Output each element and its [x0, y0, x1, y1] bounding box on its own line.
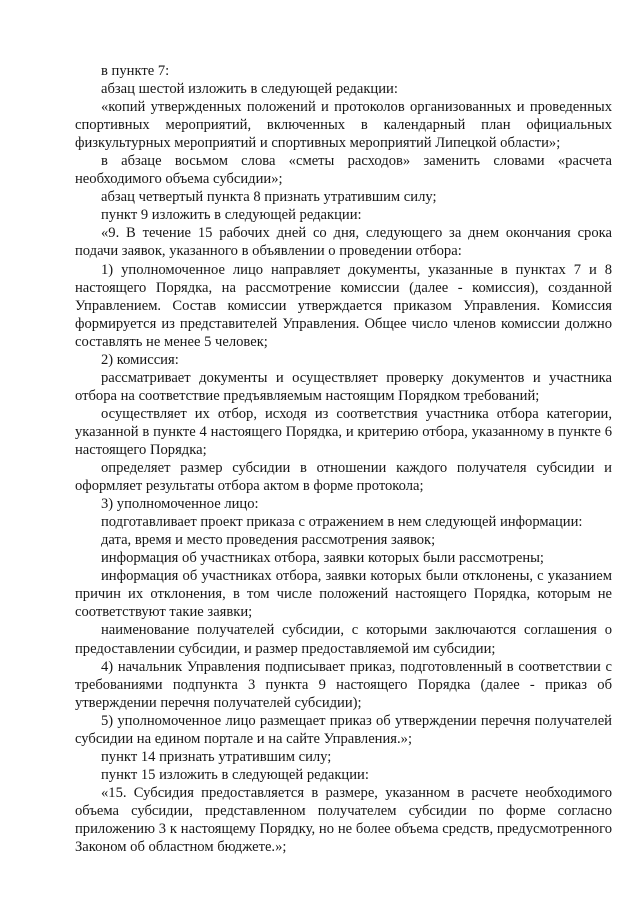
paragraph: осуществляет их отбор, исходя из соответствия участника отбора категории, указанной в пункте 4 настоящего Порядка, и критерию отбора, указанному в пункте 6 настоящего Порядка; [75, 405, 612, 458]
paragraph: в пункте 7: [101, 63, 170, 79]
document-body [75, 62, 612, 856]
paragraph: «копий утвержденных положений и протоколов организованных и проведенных спортивных мероприятий, включенных в календарный план официальных физкультурных мероприятий и спортивных мероприятий Липецкой области»; [75, 99, 612, 152]
paragraph: пункт 15 изложить в следующей редакции: [101, 766, 369, 783]
paragraph: абзац четвертый пункта 8 признать утратившим силу; [101, 189, 437, 206]
paragraph: в абзаце восьмом слова «сметы расходов» заменить словами «расчета необходимого объема субсидии»; [75, 153, 612, 188]
paragraph: «15. Субсидия предоставляется в размере, указанном в расчете необходимого объема субсидии, представленном получателем субсидии по форме согласно приложению 3 к настоящему Порядку, но не более объема средств, предусмотренного Законом об областном бюджете.»; [75, 784, 612, 856]
paragraph: 2) комиссия: [101, 351, 179, 368]
paragraph: пункт 9 изложить в следующей редакции: [101, 207, 362, 224]
paragraph: 3) уполномоченное лицо: [101, 496, 259, 513]
paragraph: информация об участниках отбора, заявки которых были рассмотрены; [101, 550, 544, 567]
paragraph: пункт 14 признать утратившим силу; [101, 748, 332, 765]
paragraph: подготавливает проект приказа с отражением в нем следующей информации: [101, 514, 583, 531]
paragraph: 5) уполномоченное лицо размещает приказ об утверждении перечня получателей субсидии на едином портале и на сайте Управления.»; [75, 712, 612, 747]
paragraph: «9. В течение 15 рабочих дней со дня, следующего за днем окончания срока подачи заявок, указанного в объявлении о проведении отбора: [75, 225, 612, 260]
paragraph: наименование получателей субсидии, с которыми заключаются соглашения о предоставлении субсидии, и размер предоставляемой им субсидии; [75, 622, 612, 657]
paragraph: рассматривает документы и осуществляет проверку документов и участника отбора на соответствие предъявляемым настоящим Порядком требований; [75, 369, 612, 404]
paragraph: 1) уполномоченное лицо направляет документы, указанные в пунктах 7 и 8 настоящего Порядка, на рассмотрение комиссии (далее - комиссия), созданной Управлением. Состав комиссии утверждается приказом Управления. Комиссия формируется из представителей Управления. Общее число членов комиссии должно составлять не менее 5 человек; [75, 261, 612, 350]
paragraph: информация об участниках отбора, заявки которых были отклонены, с указанием причин их отклонения, в том числе положений настоящего Порядка, которым не соответствуют такие заявки; [75, 568, 612, 621]
paragraph: 4) начальник Управления подписывает приказ, подготовленный в соответствии с требованиями подпункта 3 пункта 9 настоящего Порядка (далее - приказ об утверждении перечня получателей субсидии); [75, 658, 612, 711]
paragraph: определяет размер субсидии в отношении каждого получателя субсидии и оформляет результаты отбора актом в форме протокола; [75, 460, 612, 495]
paragraph: дата, время и место проведения рассмотрения заявок; [101, 532, 436, 549]
paragraph: абзац шестой изложить в следующей редакции: [101, 81, 398, 98]
